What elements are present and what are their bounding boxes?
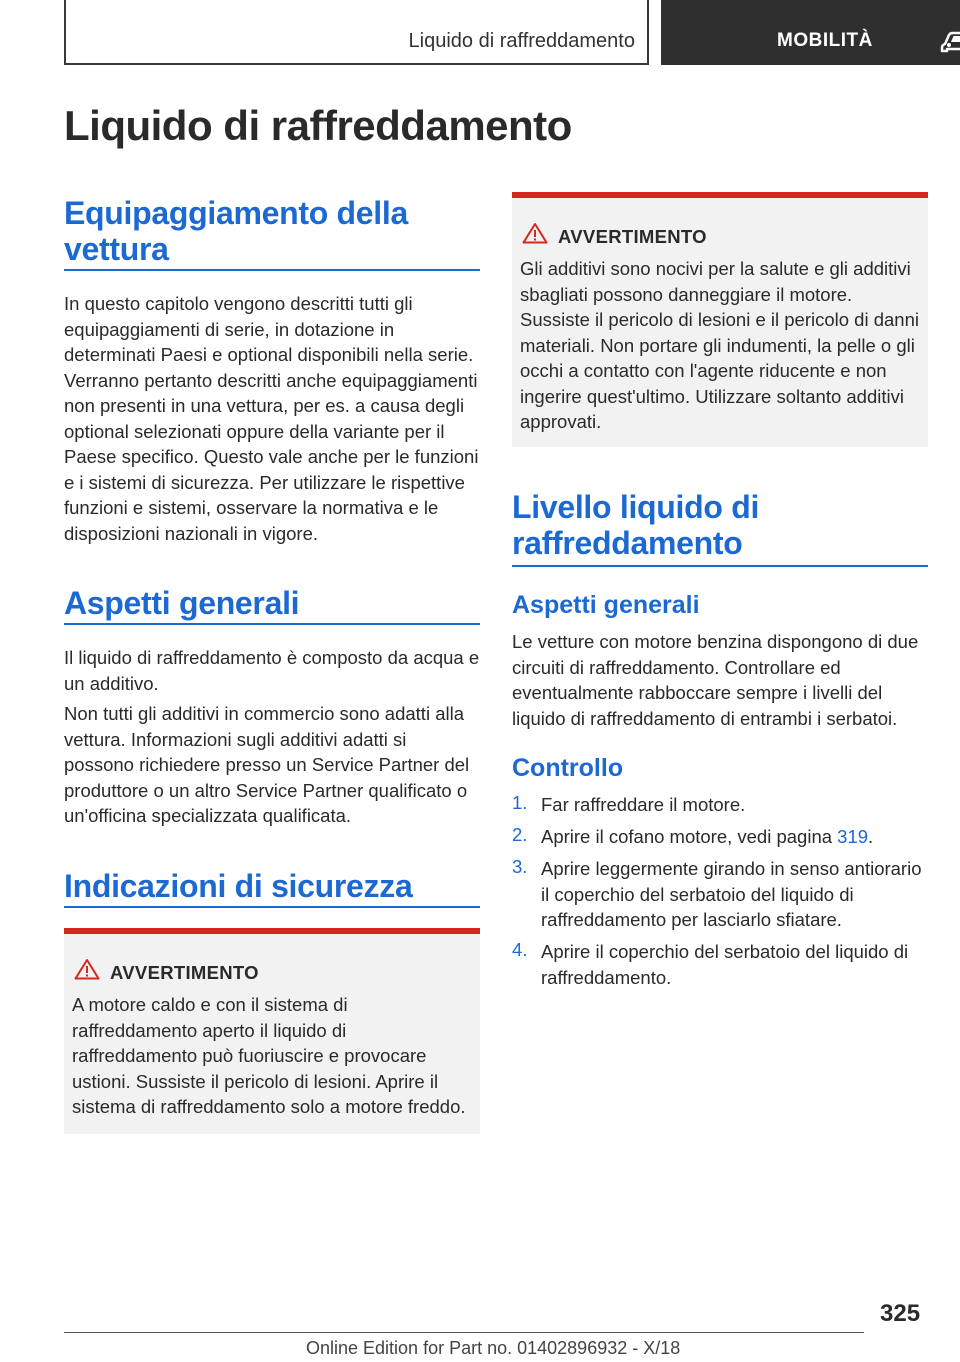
warning-heading: AVVERTIMENTO <box>110 962 259 983</box>
page-title: Liquido di raffreddamento <box>64 102 572 149</box>
safety-rule <box>64 906 480 908</box>
step-number: 2. <box>512 824 528 845</box>
footer-edition: Online Edition for Part no. 01402896932 - X/18 <box>306 1338 681 1358</box>
check-heading: Controllo <box>512 754 624 782</box>
equipment-rule <box>64 269 480 271</box>
safety-heading: Indicazioni di sicurezza <box>64 868 413 904</box>
step-number: 4. <box>512 939 528 960</box>
step-text: Aprire il coperchio del serbatoio del liquido di raffreddamento. <box>541 941 909 988</box>
equipment-heading: Equipaggiamento della vettura <box>64 195 408 267</box>
step-number: 1. <box>512 792 528 813</box>
step-text: Aprire il cofano motore, vedi pagina <box>541 826 838 847</box>
footer-rule <box>64 1332 864 1333</box>
step-text: Aprire leggermente girando in senso antiorario il coperchio del serbatoio del liquido di raffreddamento per lasciarlo sfiatare. <box>541 858 922 930</box>
header-chapter-title: MOBILITÀ <box>777 30 873 51</box>
page-link-319[interactable]: 319 <box>837 826 869 847</box>
step-text-end: . <box>868 826 874 847</box>
header-section-box <box>64 0 649 65</box>
step-text-wrap <box>541 824 928 850</box>
general-text-1: Il liquido di raffreddamento è composto da acqua e un additivo. <box>64 647 480 694</box>
step-number: 3. <box>512 856 528 877</box>
header-chapter-box <box>661 0 960 65</box>
warning-triangle-icon <box>74 958 100 980</box>
level-rule <box>512 565 928 567</box>
level-heading: Livello liquido di raffreddamento <box>512 489 760 561</box>
warning-box <box>64 928 480 1134</box>
car-icon <box>939 30 960 54</box>
header-section-title: Liquido di raffreddamento <box>408 30 635 52</box>
warning-box <box>512 192 928 447</box>
step-text: Far raffreddare il motore. <box>541 794 746 815</box>
general-rule <box>64 623 480 625</box>
general-heading: Aspetti generali <box>64 585 300 621</box>
page-number: 325 <box>880 1300 921 1327</box>
level-general-heading: Aspetti generali <box>512 591 700 619</box>
warning-heading: AVVERTIMENTO <box>558 226 707 247</box>
warning-text: A motore caldo e con il sistema di raffreddamento aperto il liquido di raffreddamento può fuoriuscire e provocare ustioni. Sussiste il pericolo di lesioni. Aprire il sistema di raffreddamento solo a motore freddo. <box>72 994 466 1117</box>
warning-triangle-icon <box>522 222 548 244</box>
general-text-2: Non tutti gli additivi in commercio sono adatti alla vettura. Informazioni sugli additivi adatti si possono richiedere presso un Service Partner del produttore o un altro Service Partner qualificato o un'officina specializzata qualificata. <box>64 703 470 826</box>
equipment-text: In questo capitolo vengono descritti tutti gli equipaggiamenti di serie, in dotazione in determinati Paesi e optional disponibili nella serie. Verranno pertanto descritti anche equipaggiamenti non presenti in una vettura, per es. a causa degli optional selezionati oppure della variante per il Paese specifico. Questo vale anche per le funzioni e i sistemi di sicurezza. Per utilizzare le rispettive funzioni e sistemi, osservare la normativa e le disposizioni nazionali in vigore. <box>64 293 479 544</box>
warning-text: Gli additivi sono nocivi per la salute e gli additivi sbagliati possono danneggiare il motore. Sussiste il pericolo di lesioni e il pericolo di danni materiali. Non portare gli indumenti, la pelle o gli occhi a contatto con l'agente riducente e non ingerire quest'ultimo. Utilizzare soltanto additivi approvati. <box>520 258 919 432</box>
level-general-text: Le vetture con motore benzina dispongono di due circuiti di raffreddamento. Controllare ed eventualmente rabboccare sempre i livelli del liquido di raffreddamento di entrambi i serbatoi. <box>512 631 919 729</box>
